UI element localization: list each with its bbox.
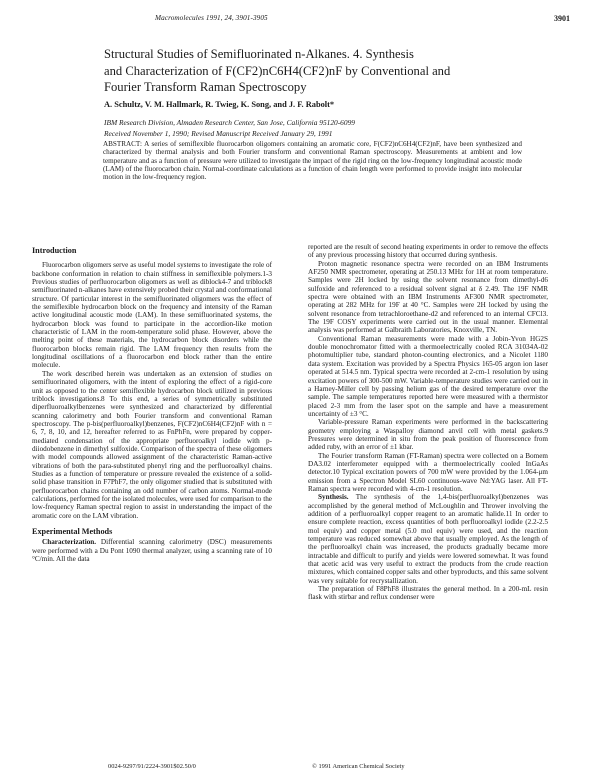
right-column (308, 243, 548, 602)
experimental-heading: Experimental Methods (32, 527, 113, 536)
dsc-continuation-paragraph: reported are the result of second heating experiments in order to remove the effects of any previous processing history that occurred during synthesis. (308, 243, 548, 260)
conventional-raman-paragraph: Conventional Raman measurements were made with a Jobin-Yvon HG2S double monochromator fitted with a thermoelectrically cooled RCA 31034A-02 photomultiplier tube, standard photon-counting electronics, and a Nicolet 1180 data system. Excitation was provided by a Spectra Physics 165-05 argon ion laser operated at 514.5 nm. Typical spectra were recorded at 2-cm-1 resolution by using excitation powers of 300-500 mW. Variable-temperature studies were carried out in a Harney-Miller cell by passing helium gas of the desired temperature over the sample. The sample temperatures reported here were measured with a thermistor placed 2-3 mm from the laser spot on the sample and have a measurement uncertainty of ±3 °C. (308, 334, 548, 418)
footer-copyright: © 1991 American Chemical Society (312, 763, 405, 770)
nmr-paragraph: Proton magnetic resonance spectra were recorded on an IBM Instruments AF250 NMR spectrometer, operating at 250.13 MHz for 1H at room temperature. Samples were 2H locked by using the solvent resonance from dimethyl-d6 sulfoxide and referenced to a residual solvent signal at δ 2.49. The 19F NMR spectra were obtained with an IBM Instruments AF300 NMR spectrometer, operating at 282 MHz for 19F at 40 °C. Samples were 2H locked by using the solvent resonance from tetrachloroethane-d2 and referenced to an internal CFCl3. The 19F COSY experiments were carried out in the usual manner. Elemental analysis was performed at Galbraith Laboratories, Knoxville, TN. (308, 259, 548, 335)
intro-paragraph-2: The work described herein was undertaken as an extension of studies on semifluorinated oligomers, with the intent of exploring the effect of a rigid-core unit as opposed to the center semiflexible hydrocarbon block utilized in previous triblock investigations.8 To this end, a series of symmetrically substituted diperfluoroalkylbenzenes were synthesized and characterized by differential scanning calorimetry and both Fourier transform and conventional Raman spectroscopy. The p-bis(perfluoroalkyl)benzenes, F(CF2)nC6H4(CF2)nF with n = 6, 7, 8, 10, and 12, hereafter referred to as FnPhFn, were prepared by copper-mediated condensation of the appropriate perfluoroalkyl iodide with p-diiodobenzene in dimethyl sulfoxide. Comparison of the spectra of these oligomers with model compounds allowed assignment of the characteristic Raman-active vibrations of both the para-substituted phenyl ring and the perfluoroalkyl chains. Studies as a function of temperature or pressure revealed the existence of a solid-solid phase transition in F7PhF7, the only oligomer studied that is substituted with perfluorocarbon chains containing an odd number of carbon atoms. Normal-mode calculations, performed for the isolated molecules, were used for comparison to the low-frequency Raman spectral region to assist in understanding the impact of the aromatic core on the LAM vibration. (32, 369, 272, 520)
affiliation-block (104, 118, 524, 139)
author-list: A. Schultz, V. M. Hallmark, R. Twieg, K. Song, and J. F. Rabolt* (104, 100, 335, 109)
ft-raman-paragraph: The Fourier transform Raman (FT-Raman) spectra were collected on a Bomem DA3.02 interferometer equipped with a thermoelectrically cooled InGaAs detector.10 Typical excitation powers of 700 mW were provided by the 1.064-μm emission from a Spectron Model SL60 continuous-wave Nd:YAG laser. All FT-Raman spectra were recorded with 4-cm-1 resolution. (308, 451, 548, 493)
title-line-3: Fourier Transform Raman Spectroscopy (104, 80, 307, 94)
received-dates: Received November 1, 1990; Revised Manuscript Received January 29, 1991 (104, 128, 333, 138)
synthesis-text: The synthesis of the 1,4-bis(perfluoroalkyl)benzenes was accomplished by the general method of McLoughlin and Thrower involving the addition of a perfluoroalkyl copper reagent to an aromatic halide.11 In order to ensure complete reaction, excess quantities of both perfluoroalkyl iodide (2.2-2.5 mol equiv) and copper metal (5.0 mol equiv) were used, and the reaction temperature was reduced somewhat above that usually employed. As the length of the perfluoroalkyl chain was increased, the products gradually became more intractable and difficult to purify and yields were lowered somewhat. It was found that acetic acid was very useful to extract the products from the crude reaction mixtures, which contained copper salts and other byproducts, and this same solvent was very suitable for recrystallization. (308, 493, 548, 585)
footer-code: 0024-9297/91/2224-3901$02.50/0 (108, 763, 196, 770)
synthesis-paragraph (308, 493, 548, 585)
variable-pressure-paragraph: Variable-pressure Raman experiments were performed in the backscattering geometry employing a Waspalloy diamond anvil cell with metal gaskets.9 Pressures were determined in situ from the peak position of fluorescence from added ruby, with an error of ±1 kbar. (308, 418, 548, 452)
abstract: ABSTRACT: A series of semiflexible fluorocarbon oligomers containing an aromatic core, F(CF2)nC6H4(CF2)nF, have been synthesized and characterized by thermal analysis and both Fourier transform and conventional Raman spectroscopy. Measurements at ambient and low temperature and as a function of pressure were utilized to investigate the impact of the rigid ring on the low-frequency longitudinal acoustic mode (LAM) of the fluorocarbon chain. Normal-coordinate calculations as a function of chain length were performed to provide insight into molecular motion in the low-frequency region. (103, 140, 522, 182)
article-title (104, 46, 504, 96)
page-number: 3901 (554, 14, 570, 23)
characterization-paragraph (32, 538, 272, 563)
preparation-paragraph: The preparation of F8PhF8 illustrates the general method. In a 200-mL resin flask with stirbar and reflux condenser were (308, 585, 548, 602)
left-column (32, 247, 272, 563)
affiliation: IBM Research Division, Almaden Research Center, San Jose, California 95120-6099 (104, 118, 355, 127)
title-line-2: and Characterization of F(CF2)nC6H4(CF2)nF by Conventional and (104, 63, 451, 78)
intro-paragraph-1: Fluorocarbon oligomers serve as useful model systems to investigate the role of backbone conformation in relation to chain stiffness in semiflexible polymers.1-3 Previous studies of perfluorocarbon oligomers as well as diblock4-7 and triblock8 semifluorinated n-alkanes have extensively probed their crystal and conformational structure. Of particular interest in the semifluorinated oligomers was the effect of the semiflexible hydrocarbon block on the frequency and intensity of the Raman active longitudinal acoustic mode (LAM). In these semifluorinated systems, the hydrocarbon block was found to participate in the accordion-like motion characteristic of LAM in the room-temperature solid phase. However, above the melting point of these materials, the hydrocarbon block disorders while the fluorocarbon blocks remain rigid. The LAM frequency then results from the longitudinal oscillations of a fluorocarbon end block rather than the entire molecule. (32, 261, 272, 370)
title-line-1: Structural Studies of Semifluorinated n-Alkanes. 4. Synthesis (104, 47, 414, 61)
synthesis-runin: Synthesis. (318, 493, 349, 502)
characterization-runin: Characterization. (42, 538, 97, 547)
introduction-heading: Introduction (32, 246, 77, 255)
running-header-journal: Macromolecules 1991, 24, 3901-3905 (155, 14, 268, 22)
characterization-text: Differential scanning calorimetry (DSC) measurements were performed with a Du Pont 1090 thermal analyzer, using a scanning rate of 10 °C/min. All the data (32, 538, 273, 564)
